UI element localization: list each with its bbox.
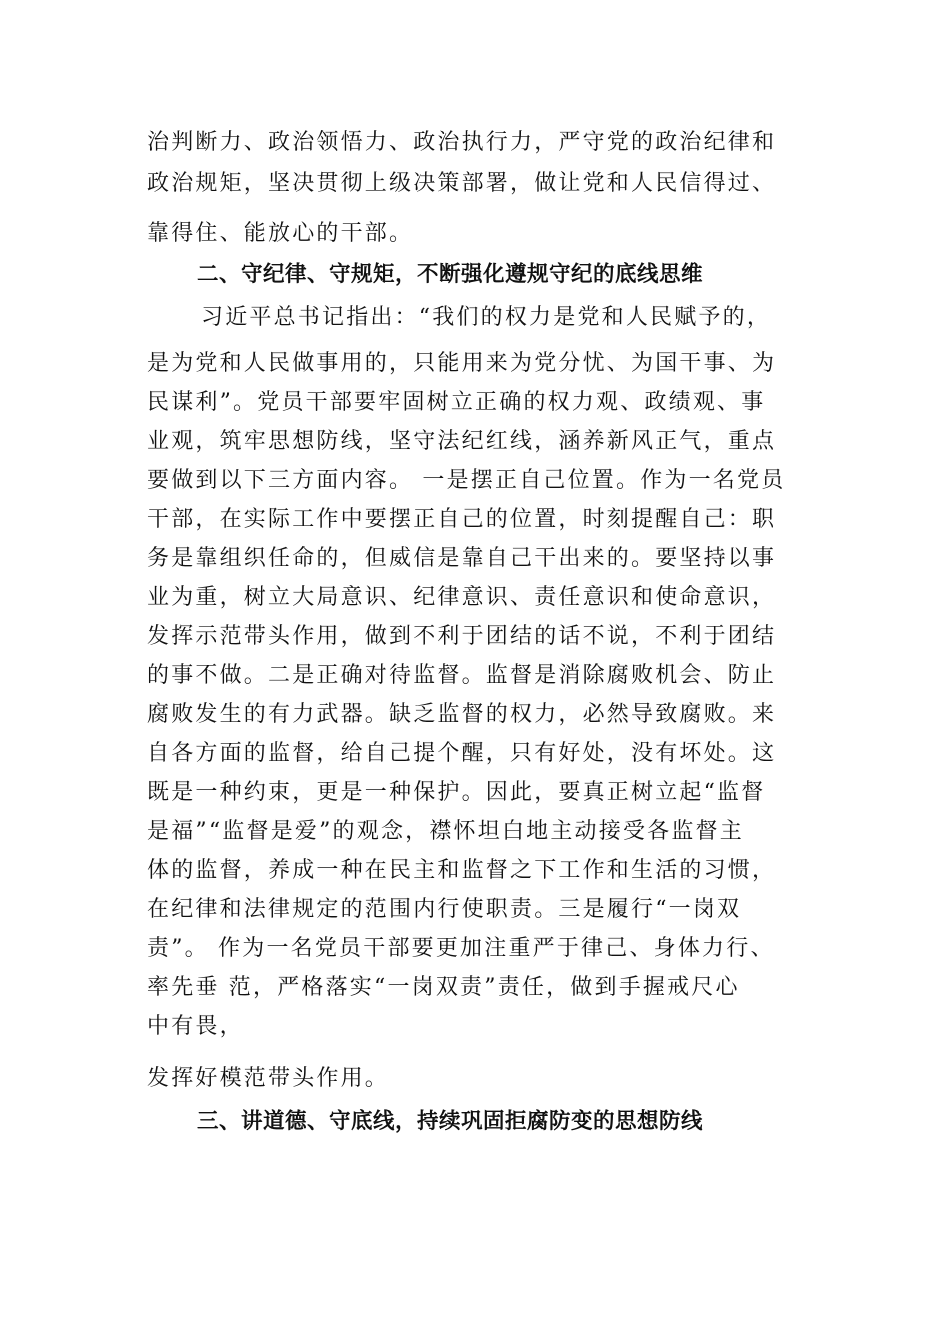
paragraph-line: 靠得住、能放心的干部。 (147, 221, 414, 246)
paragraph-line: 体的监督，养成一种在民主和监督之下工作和生活的习惯， (147, 858, 777, 883)
paragraph-line: 在纪律和法律规定的范围内行使职责。三是履行“一岗双 (147, 897, 742, 922)
paragraph-line: 责”。 作为一名党员干部要更加注重严于律己、身体力行、 (147, 936, 775, 961)
paragraph-line: 是福”“监督是爱”的观念，襟怀坦白地主动接受各监督主 (147, 819, 744, 844)
paragraph-line: 的事不做。二是正确对待监督。监督是消除腐败机会、防止 (147, 663, 777, 688)
paragraph-line: 业为重，树立大局意识、纪律意识、责任意识和使命意识， (147, 585, 777, 610)
paragraph-line: 发挥示范带头作用，做到不利于团结的话不说，不利于团结 (147, 624, 777, 649)
section-heading-2: 二、守纪律、守规矩，不断强化遵规守纪的底线思维 (197, 262, 704, 287)
paragraph-line: 中有畏， (147, 1014, 244, 1039)
paragraph-line: 是为党和人民做事用的，只能用来为党分忧、为国干事、为 (147, 351, 777, 376)
paragraph-line: 腐败发生的有力武器。缺乏监督的权力，必然导致腐败。来 (147, 702, 777, 727)
paragraph-line: 率先垂 范，严格落实“一岗双责”责任，做到手握戒尺心 (147, 975, 740, 1000)
paragraph-line: 干部，在实际工作中要摆正自己的位置，时刻提醒自己：职 (147, 507, 777, 532)
paragraph-line: 政治规矩，坚决贯彻上级决策部署，做让党和人民信得过、 (147, 171, 777, 196)
paragraph-line: 发挥好模范带头作用。 (147, 1066, 390, 1091)
paragraph-line: 要做到以下三方面内容。 一是摆正自己位置。作为一名党员 (147, 468, 786, 493)
paragraph-line: 习近平总书记指出：“我们的权力是党和人民赋予的， (201, 305, 772, 330)
paragraph-line: 自各方面的监督，给自己提个醒，只有好处，没有坏处。这 (147, 741, 777, 766)
paragraph-line: 业观，筑牢思想防线，坚守法纪红线，涵养新风正气，重点 (147, 429, 777, 454)
paragraph-line: 务是靠组织任命的，但威信是靠自己干出来的。要坚持以事 (147, 546, 777, 571)
paragraph-line: 治判断力、政治领悟力、政治执行力，严守党的政治纪律和 (147, 130, 777, 155)
paragraph-line: 既是一种约束，更是一种保护。因此，要真正树立起“监督 (147, 780, 766, 805)
section-heading-3: 三、讲道德、守底线，持续巩固拒腐防变的思想防线 (197, 1109, 704, 1134)
paragraph-line: 民谋利”。党员干部要牢固树立正确的权力观、政绩观、事 (147, 390, 766, 415)
